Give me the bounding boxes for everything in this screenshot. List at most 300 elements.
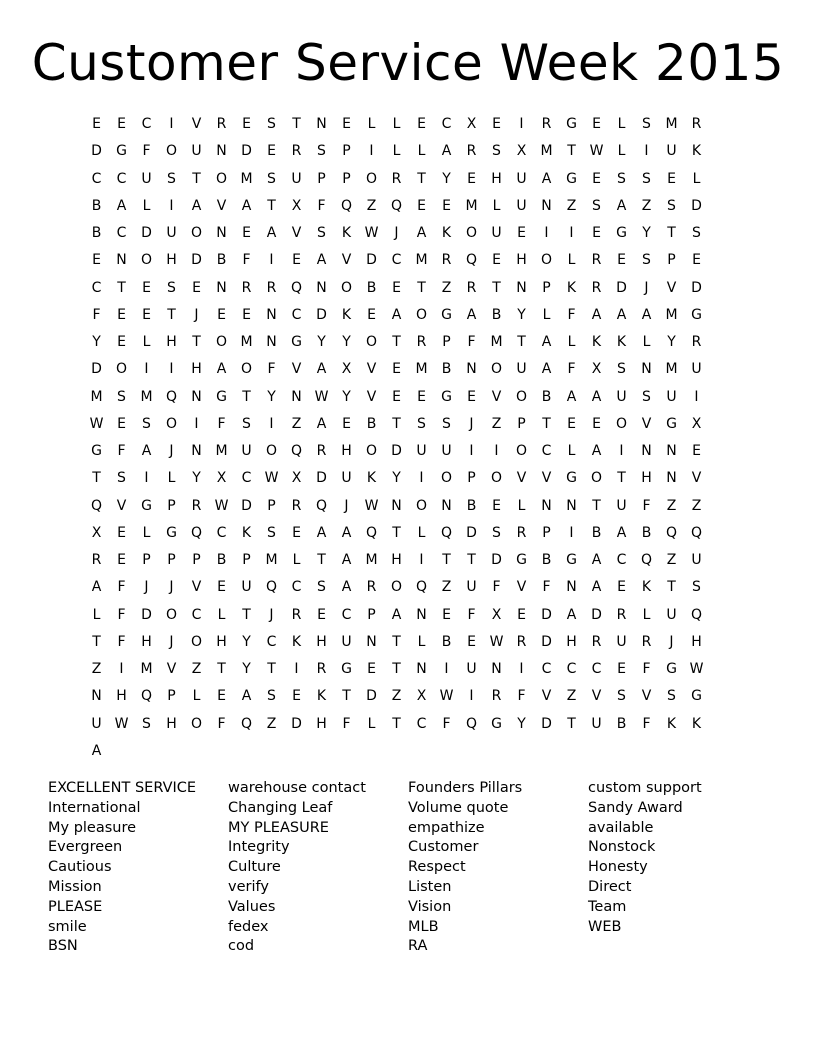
grid-letter: E <box>192 279 201 296</box>
grid-letter: B <box>491 306 502 323</box>
grid-letter: G <box>216 388 227 405</box>
grid-letter: E <box>267 143 276 160</box>
grid-letter: F <box>517 688 526 705</box>
grid-letter: I <box>144 361 149 378</box>
grid-letter: U <box>616 497 627 514</box>
grid-letter: P <box>317 170 326 187</box>
grid-letter: E <box>417 116 426 132</box>
grid-letter: S <box>592 197 601 214</box>
grid-letter: X <box>291 197 302 214</box>
grid-letter: K <box>441 225 452 241</box>
grid-letter: U <box>441 443 452 459</box>
grid-letter: Q <box>465 715 478 732</box>
grid-letter: B <box>216 252 227 269</box>
grid-letter: G <box>441 306 452 323</box>
grid-letter: J <box>169 633 174 650</box>
grid-letter: C <box>591 661 602 677</box>
grid-letter: E <box>467 170 476 187</box>
grid-letter: V <box>291 225 302 241</box>
grid-letter: S <box>492 524 501 541</box>
word-list-item: WEB <box>588 918 622 935</box>
grid-letter: T <box>192 334 201 350</box>
word-list-item: Culture <box>228 859 281 876</box>
grid-letter: Q <box>440 524 453 541</box>
word-list-item: Listen <box>408 878 452 895</box>
grid-letter: L <box>692 170 701 187</box>
grid-letter: B <box>91 197 102 214</box>
grid-letter: Y <box>267 388 276 405</box>
grid-letter: I <box>419 470 424 487</box>
grid-letter: N <box>666 443 677 459</box>
grid-letter: F <box>217 715 226 732</box>
grid-letter: N <box>416 606 427 623</box>
grid-letter: R <box>391 170 402 187</box>
grid-letter: M <box>240 170 253 187</box>
grid-letter: M <box>90 388 103 405</box>
grid-letter: U <box>516 197 527 214</box>
grid-letter: U <box>191 143 202 160</box>
grid-letter: T <box>667 225 676 241</box>
grid-letter: L <box>542 306 551 323</box>
grid-letter: P <box>167 688 176 705</box>
grid-letter: R <box>541 116 552 132</box>
grid-letter: L <box>417 143 426 160</box>
word-list-item: International <box>48 799 141 816</box>
word-list-item: My pleasure <box>48 819 137 836</box>
grid-letter: O <box>515 443 528 459</box>
grid-letter: L <box>142 334 151 350</box>
grid-letter: B <box>366 279 377 296</box>
grid-letter: P <box>367 606 376 623</box>
grid-letter: T <box>217 661 226 677</box>
grid-letter: J <box>344 497 349 514</box>
grid-letter: O <box>215 334 228 350</box>
grid-letter: L <box>392 116 401 132</box>
grid-letter: U <box>341 470 352 487</box>
grid-letter: W <box>114 715 129 732</box>
grid-letter: R <box>291 143 302 160</box>
grid-letter: L <box>367 715 376 732</box>
grid-letter: A <box>591 443 602 459</box>
grid-letter: M <box>140 388 153 405</box>
grid-letter: G <box>341 661 352 677</box>
grid-letter: B <box>541 552 552 568</box>
grid-letter: L <box>642 606 651 623</box>
grid-letter: C <box>416 715 427 732</box>
grid-letter: E <box>92 116 101 132</box>
grid-letter: A <box>541 170 552 187</box>
word-list-item: Nonstock <box>588 839 656 856</box>
grid-letter: E <box>617 579 626 596</box>
grid-letter: R <box>466 279 477 296</box>
word-list-item: cod <box>228 938 255 955</box>
grid-letter: H <box>166 715 177 732</box>
grid-letter: M <box>140 661 153 677</box>
grid-letter: J <box>669 633 674 650</box>
grid-letter: U <box>691 361 702 378</box>
grid-letter: A <box>341 579 352 596</box>
grid-letter: S <box>642 252 651 269</box>
grid-letter: X <box>291 470 302 487</box>
grid-letter: I <box>144 470 149 487</box>
grid-letter: T <box>417 170 426 187</box>
word-list-item: Changing Leaf <box>228 799 333 816</box>
word-list <box>48 779 768 957</box>
grid-letter: L <box>292 552 301 568</box>
grid-letter: K <box>691 143 702 160</box>
grid-letter: B <box>591 524 602 541</box>
word-list-item: Values <box>228 898 276 915</box>
grid-letter: N <box>566 579 577 596</box>
grid-letter: G <box>116 143 127 160</box>
grid-letter: F <box>542 579 551 596</box>
grid-letter: K <box>591 334 602 350</box>
grid-letter: Z <box>366 197 377 214</box>
grid-letter: P <box>342 170 351 187</box>
grid-letter: N <box>666 470 677 487</box>
grid-letter: R <box>216 116 227 132</box>
grid-letter: F <box>92 306 101 323</box>
grid-letter: E <box>242 116 251 132</box>
grid-letter: N <box>266 306 277 323</box>
word-list-item: BSN <box>48 938 78 955</box>
grid-letter: D <box>591 606 602 623</box>
grid-letter: E <box>592 415 601 432</box>
grid-letter: R <box>691 334 702 350</box>
grid-letter: N <box>641 443 652 459</box>
grid-letter: A <box>466 306 477 323</box>
grid-letter: S <box>692 225 701 241</box>
grid-letter: P <box>267 497 276 514</box>
grid-letter: M <box>540 143 553 160</box>
grid-letter: E <box>517 225 526 241</box>
grid-letter: J <box>469 415 474 432</box>
grid-letter: Y <box>242 633 251 650</box>
grid-letter: D <box>191 252 202 269</box>
grid-letter: Q <box>340 197 353 214</box>
grid-letter: H <box>516 252 527 269</box>
grid-letter: H <box>166 334 177 350</box>
grid-letter: M <box>665 306 678 323</box>
grid-letter: U <box>491 225 502 241</box>
grid-letter: K <box>366 470 377 487</box>
grid-letter: S <box>692 579 701 596</box>
grid-letter: E <box>617 661 626 677</box>
grid-letter: O <box>490 361 503 378</box>
grid-letter: D <box>316 470 327 487</box>
grid-letter: K <box>241 524 252 541</box>
grid-letter: V <box>691 470 702 487</box>
grid-letter: O <box>265 443 278 459</box>
grid-letter: Z <box>391 688 402 705</box>
grid-letter: T <box>392 524 401 541</box>
grid-letter: T <box>517 334 526 350</box>
grid-letter: A <box>91 742 102 759</box>
grid-letter: H <box>216 633 227 650</box>
grid-letter: T <box>192 170 201 187</box>
grid-letter: W <box>89 415 104 432</box>
grid-letter: H <box>141 633 152 650</box>
grid-letter: A <box>241 688 252 705</box>
grid-letter: T <box>392 415 401 432</box>
grid-letter: P <box>442 334 451 350</box>
grid-letter: E <box>117 415 126 432</box>
grid-letter: Y <box>342 334 351 350</box>
grid-letter: E <box>217 579 226 596</box>
grid-letter: Q <box>665 524 678 541</box>
grid-letter: A <box>391 306 402 323</box>
grid-letter: B <box>466 497 477 514</box>
grid-letter: F <box>242 252 251 269</box>
grid-letter: O <box>365 170 378 187</box>
grid-letter: J <box>169 579 174 596</box>
grid-letter: Y <box>517 715 526 732</box>
grid-letter: P <box>192 552 201 568</box>
grid-letter: B <box>216 552 227 568</box>
grid-letter: T <box>667 579 676 596</box>
grid-letter: A <box>266 225 277 241</box>
grid-letter: C <box>341 606 352 623</box>
grid-letter: D <box>141 225 152 241</box>
grid-letter: Y <box>517 306 526 323</box>
grid-letter: O <box>365 334 378 350</box>
grid-letter: P <box>467 470 476 487</box>
grid-letter: D <box>466 524 477 541</box>
grid-letter: S <box>442 415 451 432</box>
grid-letter: T <box>342 688 351 705</box>
grid-letter: G <box>291 334 302 350</box>
grid-letter: E <box>342 415 351 432</box>
grid-letter: R <box>316 661 327 677</box>
grid-letter: V <box>541 470 552 487</box>
grid-letter: C <box>266 633 277 650</box>
grid-letter: N <box>366 633 377 650</box>
grid-letter: W <box>364 225 379 241</box>
grid-letter: D <box>391 443 402 459</box>
grid-letter: F <box>267 361 276 378</box>
grid-letter: I <box>369 143 374 160</box>
word-list-item: available <box>588 819 654 836</box>
grid-letter: S <box>267 524 276 541</box>
grid-letter: C <box>441 116 452 132</box>
grid-letter: V <box>191 579 202 596</box>
grid-letter: Q <box>690 606 703 623</box>
grid-letter: T <box>92 470 101 487</box>
grid-letter: C <box>141 116 152 132</box>
grid-letter: E <box>117 552 126 568</box>
grid-letter: T <box>92 633 101 650</box>
grid-letter: Z <box>191 661 202 677</box>
grid-letter: N <box>541 197 552 214</box>
grid-letter: O <box>615 415 628 432</box>
grid-letter: K <box>316 688 327 705</box>
grid-letter: P <box>667 252 676 269</box>
grid-letter: X <box>341 361 352 378</box>
grid-letter: U <box>466 661 477 677</box>
grid-letter: I <box>469 443 474 459</box>
grid-letter: M <box>215 443 228 459</box>
grid-letter: R <box>691 116 702 132</box>
grid-letter: A <box>541 361 552 378</box>
grid-letter: A <box>591 388 602 405</box>
grid-letter: E <box>567 415 576 432</box>
grid-letter: H <box>316 715 327 732</box>
grid-letter: I <box>544 225 549 241</box>
grid-letter: S <box>317 143 326 160</box>
grid-letter: E <box>217 688 226 705</box>
grid-letter: O <box>390 579 403 596</box>
grid-letter: N <box>266 334 277 350</box>
grid-letter: I <box>569 225 574 241</box>
grid-letter: G <box>566 470 577 487</box>
word-list-item: EXCELLENT SERVICE <box>48 780 197 796</box>
word-list-item: empathize <box>408 819 485 836</box>
grid-letter: Z <box>666 552 677 568</box>
grid-letter: A <box>391 606 402 623</box>
grid-letter: L <box>142 197 151 214</box>
grid-letter: E <box>392 361 401 378</box>
grid-letter: I <box>569 524 574 541</box>
grid-letter: G <box>666 661 677 677</box>
grid-letter: T <box>567 715 576 732</box>
word-column <box>408 779 588 957</box>
grid-letter: J <box>169 443 174 459</box>
grid-letter: C <box>616 552 627 568</box>
word-list-item: RA <box>408 938 428 955</box>
grid-letter: O <box>365 443 378 459</box>
grid-letter: I <box>119 661 124 677</box>
grid-letter: K <box>691 715 702 732</box>
word-list-item: Integrity <box>228 839 290 856</box>
grid-letter: O <box>190 715 203 732</box>
grid-letter: G <box>666 415 677 432</box>
grid-letter: U <box>466 579 477 596</box>
grid-letter: M <box>415 361 428 378</box>
grid-letter: O <box>140 252 153 269</box>
grid-letter: O <box>115 361 128 378</box>
word-list-item: Respect <box>408 859 466 876</box>
grid-letter: S <box>167 170 176 187</box>
grid-letter: A <box>91 579 102 596</box>
grid-letter: Z <box>441 279 452 296</box>
grid-letter: D <box>366 688 377 705</box>
grid-letter: C <box>541 443 552 459</box>
grid-letter: E <box>117 334 126 350</box>
grid-letter: W <box>489 633 504 650</box>
word-list-item: fedex <box>228 918 269 935</box>
grid-letter: N <box>516 279 527 296</box>
grid-letter: I <box>294 661 299 677</box>
grid-letter: N <box>216 143 227 160</box>
grid-letter: A <box>591 552 602 568</box>
grid-letter: Q <box>315 497 328 514</box>
grid-letter: U <box>241 443 252 459</box>
grid-letter: O <box>540 252 553 269</box>
grid-letter: S <box>492 143 501 160</box>
grid-letter: A <box>316 361 327 378</box>
grid-letter: S <box>267 170 276 187</box>
grid-letter: N <box>216 225 227 241</box>
word-list-item: Mission <box>48 878 102 895</box>
grid-letter: Q <box>240 715 253 732</box>
grid-letter: N <box>191 388 202 405</box>
grid-letter: Z <box>691 497 702 514</box>
word-list-item: Sandy Award <box>588 799 683 816</box>
grid-letter: T <box>267 661 276 677</box>
grid-letter: D <box>241 143 252 160</box>
grid-letter: T <box>392 661 401 677</box>
grid-letter: S <box>667 197 676 214</box>
grid-letter: T <box>292 116 301 132</box>
grid-letter: S <box>267 688 276 705</box>
grid-letter: W <box>364 497 379 514</box>
grid-letter: H <box>191 361 202 378</box>
word-list-item: Customer <box>408 839 479 856</box>
grid-letter: P <box>542 524 551 541</box>
grid-letter: R <box>366 579 377 596</box>
grid-letter: Z <box>566 197 577 214</box>
grid-letter: Y <box>392 470 401 487</box>
grid-letter: V <box>341 252 352 269</box>
grid-letter: T <box>392 334 401 350</box>
grid-letter: H <box>341 443 352 459</box>
grid-letter: F <box>342 715 351 732</box>
grid-letter: C <box>291 579 302 596</box>
grid-letter: V <box>116 497 127 514</box>
grid-letter: Q <box>90 497 103 514</box>
grid-letter: P <box>542 279 551 296</box>
grid-letter: S <box>642 170 651 187</box>
grid-letter: A <box>616 306 627 323</box>
word-list-item: Evergreen <box>48 839 123 856</box>
grid-letter: E <box>92 252 101 269</box>
word-column <box>588 779 768 957</box>
grid-letter: U <box>691 552 702 568</box>
grid-letter: C <box>566 661 577 677</box>
grid-letter: M <box>490 334 503 350</box>
grid-letter: U <box>666 143 677 160</box>
grid-letter: W <box>439 688 454 705</box>
grid-letter: F <box>142 143 151 160</box>
grid-letter: I <box>469 688 474 705</box>
grid-letter: F <box>567 306 576 323</box>
word-list-item: Honesty <box>588 859 648 876</box>
grid-letter: I <box>269 415 274 432</box>
grid-letter: B <box>541 388 552 405</box>
grid-letter: N <box>566 497 577 514</box>
grid-letter: R <box>641 633 652 650</box>
grid-letter: B <box>441 361 452 378</box>
grid-letter: M <box>665 361 678 378</box>
grid-letter: K <box>341 225 352 241</box>
grid-letter: R <box>591 252 602 269</box>
grid-letter: V <box>366 388 377 405</box>
grid-letter: O <box>165 415 178 432</box>
grid-letter: Q <box>640 552 653 568</box>
word-list-item: Founders Pillars <box>408 780 523 796</box>
grid-letter: K <box>641 579 652 596</box>
grid-letter: P <box>142 552 151 568</box>
grid-letter: R <box>441 252 452 269</box>
grid-letter: S <box>617 170 626 187</box>
grid-letter: R <box>291 497 302 514</box>
grid-letter: T <box>542 415 551 432</box>
grid-letter: N <box>291 388 302 405</box>
grid-letter: Y <box>667 334 676 350</box>
word-list-item: Cautious <box>48 859 112 876</box>
word-list-item: custom support <box>588 780 702 796</box>
grid-letter: U <box>416 443 427 459</box>
